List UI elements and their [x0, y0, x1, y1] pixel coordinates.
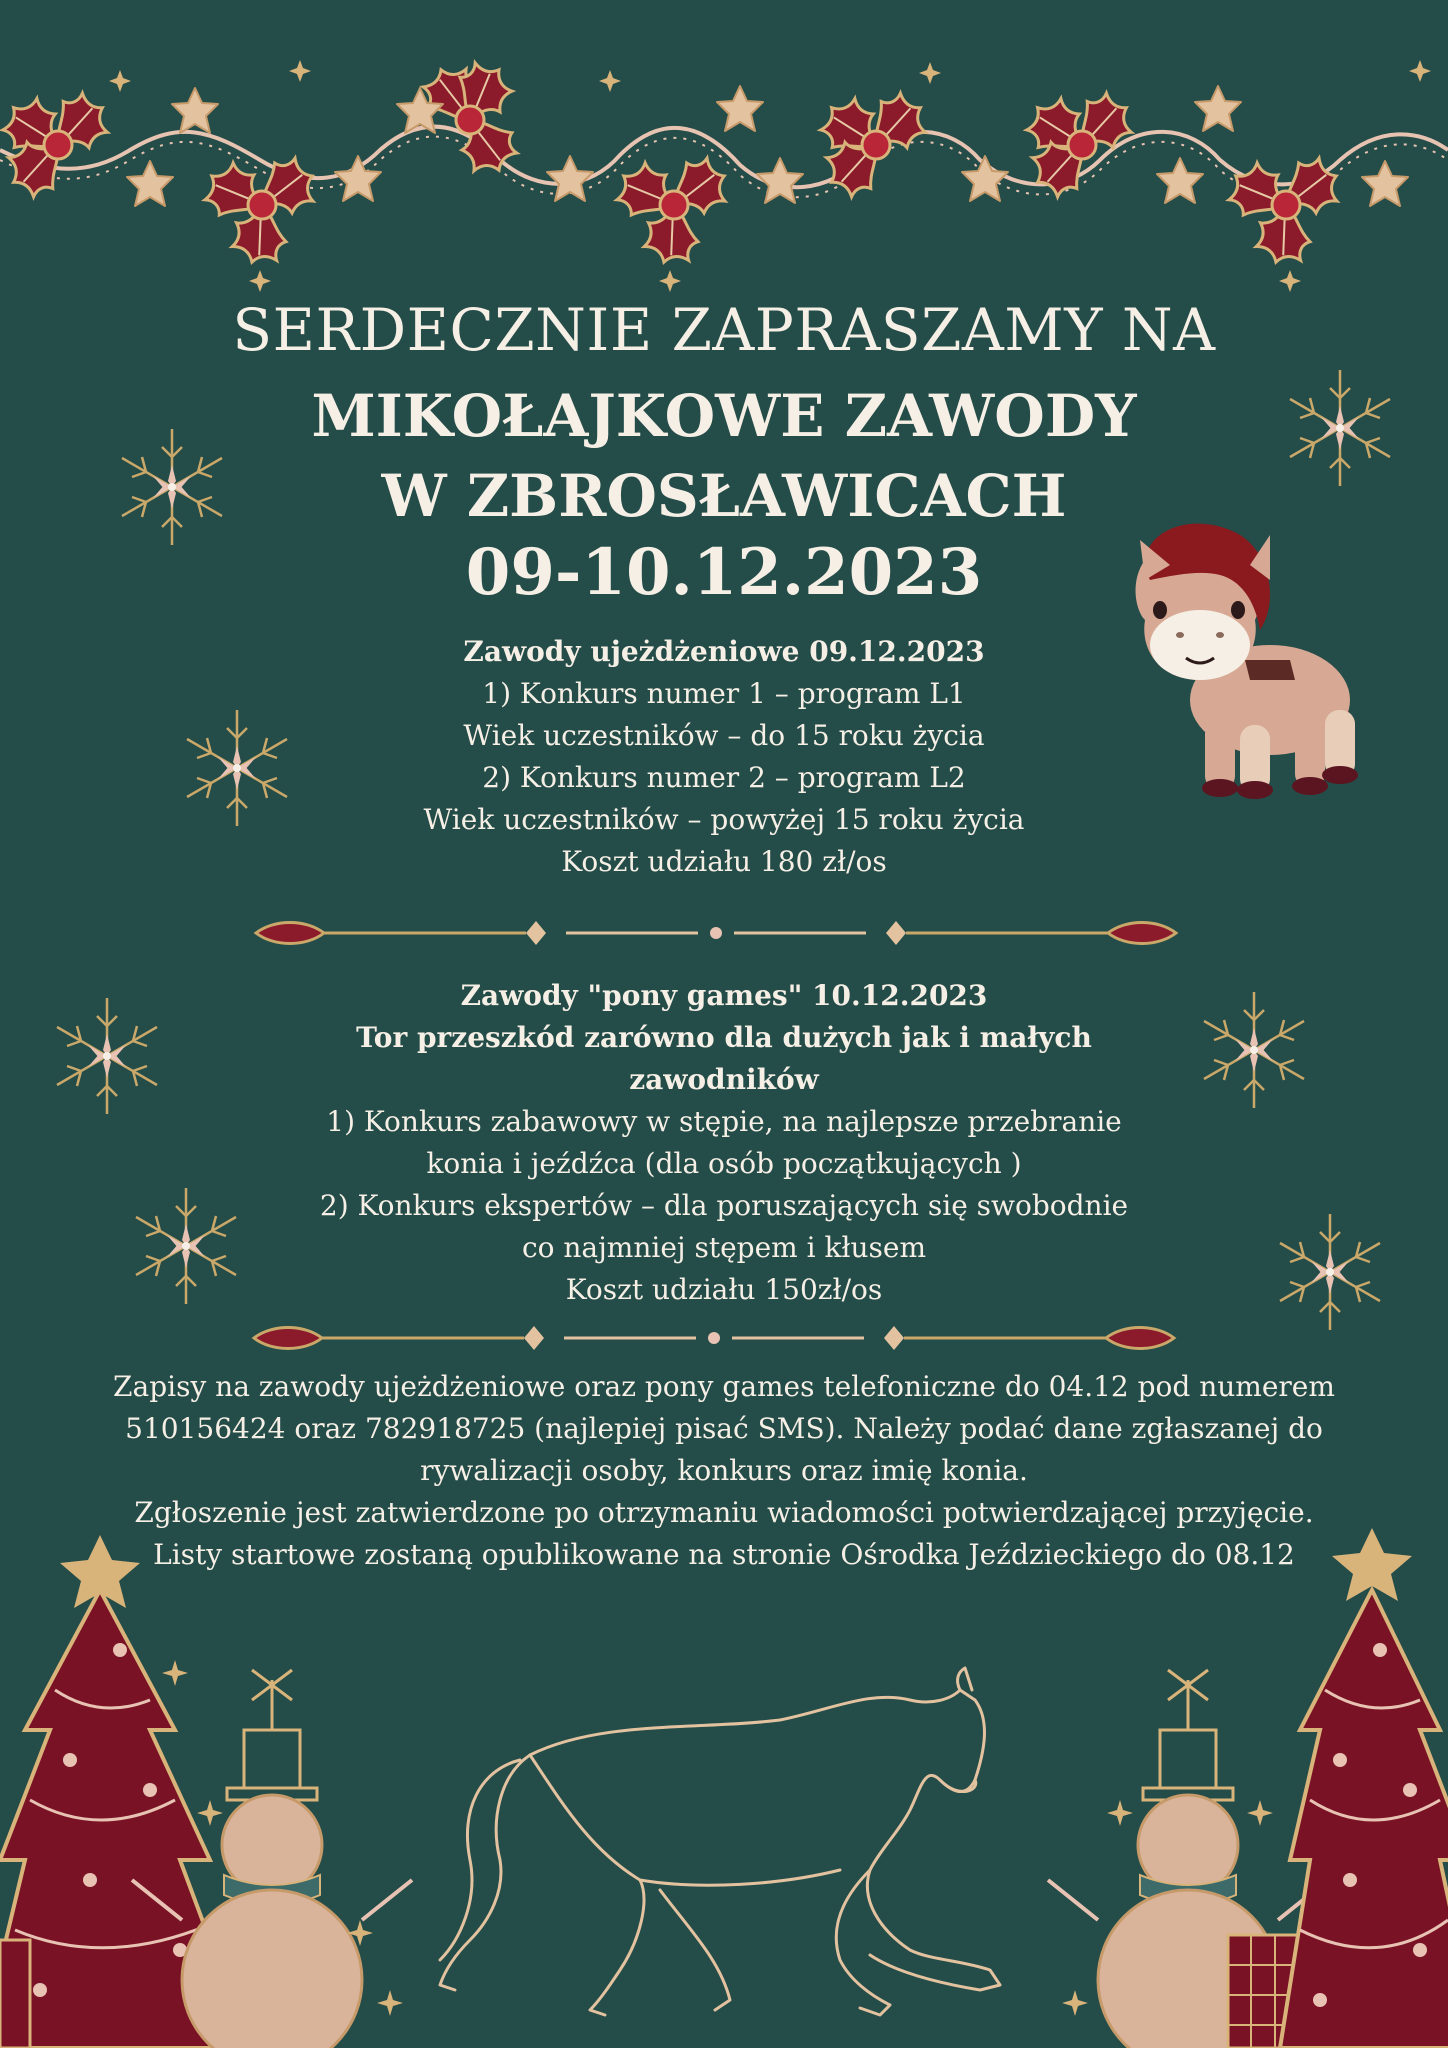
registration-line: rywalizacji osoby, konkurs oraz imię konia.: [420, 1454, 1028, 1487]
pony-games-section: [0, 975, 1448, 1311]
pony-games-fee: Koszt udziału 150zł/os: [565, 1273, 883, 1306]
christmas-tree-right: [1280, 1528, 1448, 2048]
registration-line: Zapisy na zawody ujeżdżeniowe oraz pony games telefoniczne do 04.12 pod numerem: [113, 1370, 1335, 1403]
heading-line-2: MIKOŁAJKOWE ZAWODY: [311, 382, 1137, 450]
pony-games-subtitle: zawodników: [629, 1063, 819, 1096]
registration-line: Listy startowe zostaną opublikowane na stronie Ośrodka Jeździeckiego do 08.12: [153, 1538, 1295, 1571]
dressage-line: 1) Konkurs numer 1 – program L1: [482, 677, 966, 710]
heading-line-3: W ZBROSŁAWICACH: [381, 462, 1067, 530]
holly-garland-top: [0, 55, 1448, 292]
dressage-title: Zawody ujeżdżeniowe 09.12.2023: [463, 635, 985, 668]
pony-games-line: 2) Konkurs ekspertów – dla poruszających się swobodnie: [319, 1189, 1129, 1222]
ornamental-divider: [254, 1326, 1174, 1350]
dressage-line: Wiek uczestników – powyżej 15 roku życia: [423, 803, 1025, 836]
registration-section: [0, 1366, 1448, 1576]
registration-line: Zgłoszenie jest zatwierdzone po otrzymaniu wiadomości potwierdzającej przyjęcie.: [134, 1496, 1314, 1529]
event-date: 09-10.12.2023: [465, 535, 983, 610]
dressage-fee: Koszt udziału 180 zł/os: [561, 845, 887, 878]
ornamental-divider: [256, 921, 1176, 945]
pony-games-line: konia i jeźdźca (dla osób początkujących ): [426, 1147, 1022, 1180]
horse-line-drawing: [440, 1668, 1000, 2015]
dressage-line: 2) Konkurs numer 2 – program L2: [482, 761, 966, 794]
pony-games-subtitle: Tor przeszkód zarówno dla dużych jak i małych: [356, 1021, 1092, 1054]
pony-games-title: Zawody "pony games" 10.12.2023: [460, 979, 988, 1012]
pony-games-line: 1) Konkurs zabawowy w stępie, na najlepsze przebranie: [326, 1105, 1122, 1138]
registration-line: 510156424 oraz 782918725 (najlepiej pisać SMS). Należy podać dane zgłaszanej do: [125, 1412, 1323, 1445]
heading-line-1: SERDECZNIE ZAPRASZAMY NA: [232, 296, 1216, 364]
dressage-line: Wiek uczestników – do 15 roku życia: [463, 719, 985, 752]
dressage-section: [0, 631, 1448, 883]
pony-games-line: co najmniej stępem i kłusem: [521, 1231, 927, 1264]
